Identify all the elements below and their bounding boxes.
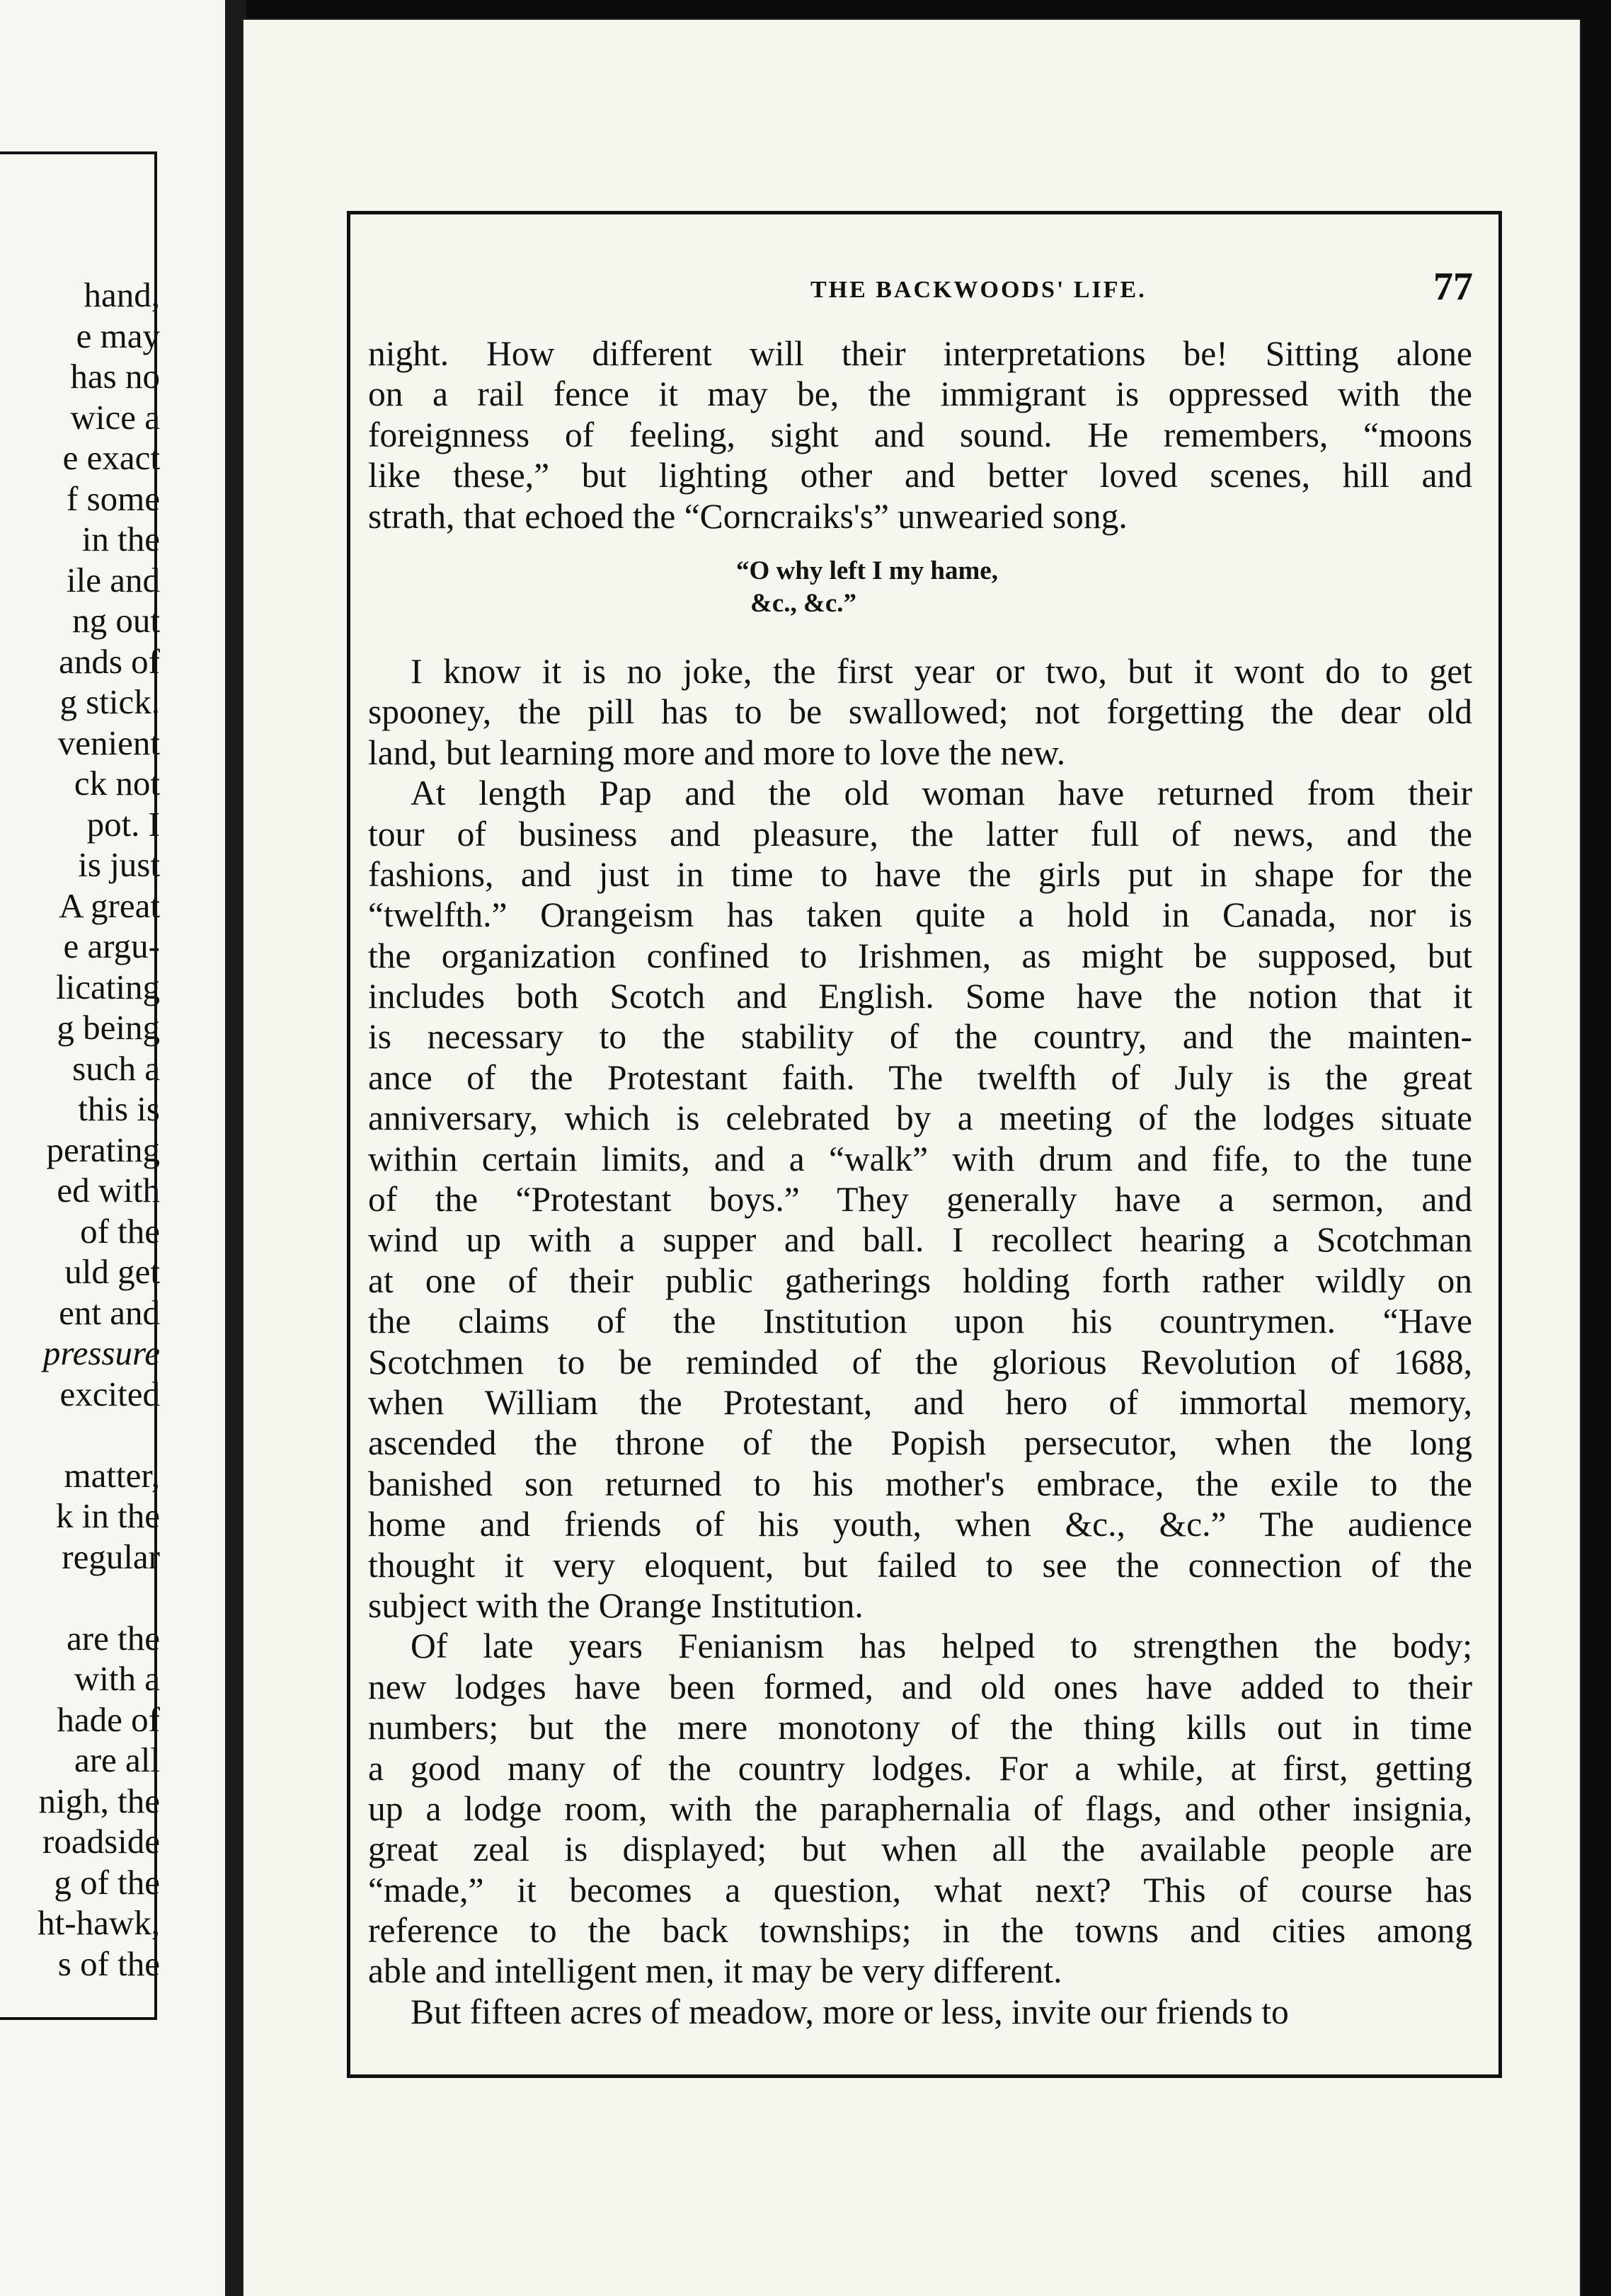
text-line: Scotchmen to be reminded of the glorious Revolution of 1688,	[368, 1342, 1472, 1382]
text-line: able and intelligent men, it may be very different.	[368, 1951, 1062, 1991]
text-line: up a lodge room, with the paraphernalia of flags, and other insignia,	[368, 1789, 1472, 1828]
page-number: 77	[1433, 265, 1473, 309]
previous-page-line: e may	[76, 316, 160, 355]
previous-page-line: roadside	[42, 1822, 160, 1861]
previous-page-line: g stick.	[59, 682, 160, 721]
text-line: home and friends of his youth, when &c., &c.” The audience	[368, 1505, 1472, 1544]
previous-page-line: g being	[57, 1008, 160, 1047]
page-frame	[347, 211, 1502, 2078]
previous-page-line: pot. I	[86, 804, 160, 844]
previous-page-line: ed with	[57, 1171, 160, 1210]
previous-page-line: excited	[59, 1374, 160, 1413]
previous-page-line: with a	[74, 1659, 160, 1698]
page-header	[457, 265, 1483, 319]
previous-page-line: perating	[46, 1130, 160, 1169]
previous-page-line: licating	[56, 967, 160, 1006]
text-line: within certain limits, and a “walk” with drum and fife, to the tune	[368, 1139, 1472, 1178]
text-line: At length Pap and the old woman have returned from their	[411, 774, 1472, 813]
previous-page-fragment	[0, 0, 225, 2296]
text-line: of the “Protestant boys.” They generally have a sermon, and	[368, 1180, 1472, 1219]
text-line: numbers; but the mere monotony of the thing kills out in time	[368, 1708, 1472, 1747]
text-line: when William the Protestant, and hero of immortal memory,	[368, 1382, 1472, 1422]
quote-line: “O why left I my hame,	[736, 556, 998, 585]
text-line: the claims of the Institution upon his countrymen. “Have	[368, 1302, 1472, 1341]
text-line: “twelfth.” Orangeism has taken quite a hold in Canada, nor is	[368, 895, 1472, 935]
previous-page-line: pressure	[42, 1333, 160, 1372]
text-line: fashions, and just in time to have the girls put in shape for the	[368, 854, 1472, 894]
previous-page-line: uld get	[64, 1252, 160, 1291]
text-line: the organization confined to Irishmen, as might be supposed, but	[368, 936, 1472, 975]
previous-page-line	[0, 1577, 160, 1618]
previous-page-line: wice a	[70, 397, 160, 437]
paragraph-para4	[368, 1626, 1472, 1992]
text-line: tour of business and pleasure, the latter full of news, and the	[368, 814, 1472, 854]
text-line: at one of their public gatherings holding forth rather wildly on	[368, 1261, 1472, 1300]
previous-page-line: f some	[67, 478, 160, 518]
text-line: strath, that echoed the “Corncraiks's” unwearied song.	[368, 496, 1128, 536]
previous-page-line: in the	[81, 520, 160, 558]
previous-page-line: ck not	[74, 764, 160, 803]
quote-line: &c., &c.”	[750, 588, 856, 618]
text-line: includes both Scotch and English. Some have the notion that it	[368, 977, 1472, 1016]
previous-page-line: ands of	[59, 641, 160, 681]
previous-page-line: ng out	[72, 601, 160, 640]
previous-page-line: hade of	[57, 1699, 160, 1739]
previous-page-line: such a	[72, 1048, 160, 1088]
previous-page-line: ent and	[59, 1292, 160, 1332]
text-line: is necessary to the stability of the country, and the mainten-	[368, 1017, 1472, 1057]
book-page	[243, 20, 1580, 2296]
paragraph-para1	[368, 333, 1472, 536]
previous-page-line: ht-hawk,	[38, 1903, 160, 1942]
text-line: spooney, the pill has to be swallowed; not forgetting the dear old	[368, 692, 1472, 732]
text-line: night. How different will their interpretations be! Sitting alone	[368, 334, 1472, 373]
text-line: I know it is no joke, the first year or two, but it wont do to get	[411, 651, 1472, 691]
paragraph-para5	[368, 1992, 1472, 2032]
text-line: great zeal is displayed; but when all the available people are	[368, 1830, 1472, 1869]
previous-page-line: nigh, the	[38, 1781, 160, 1820]
previous-page-line: venient	[57, 723, 160, 762]
text-line: subject with the Orange Institution.	[368, 1585, 864, 1625]
previous-page-text	[0, 275, 160, 1984]
previous-page-line: are all	[74, 1740, 160, 1779]
verse-quote	[368, 555, 1472, 620]
previous-page-line: this is	[78, 1089, 160, 1128]
paragraph-para3	[368, 773, 1472, 1626]
running-head: THE BACKWOODS' LIFE.	[810, 277, 1147, 303]
previous-page-line: of the	[80, 1211, 160, 1251]
previous-page-line: is just	[78, 845, 160, 884]
text-line: foreignness of feeling, sight and sound. He remembers, “moons	[368, 415, 1472, 454]
text-line: ance of the Protestant faith. The twelfth of July is the great	[368, 1057, 1472, 1097]
text-line: on a rail fence it may be, the immigrant is oppressed with the	[368, 374, 1472, 414]
previous-page-line: A great	[59, 885, 160, 925]
previous-page-line: e argu-	[63, 926, 160, 965]
text-line: ascended the throne of the Popish persecutor, when the long	[368, 1423, 1472, 1463]
previous-page-line: matter,	[64, 1455, 160, 1495]
text-line: new lodges have been formed, and old ones have added to their	[368, 1667, 1472, 1706]
previous-page-line: e exact	[62, 438, 160, 477]
text-line: “made,” it becomes a question, what next? This of course has	[368, 1870, 1472, 1910]
text-line: Of late years Fenianism has helped to strengthen the body;	[411, 1626, 1472, 1666]
previous-page-line: are the	[67, 1618, 160, 1658]
previous-page-line: regular	[62, 1537, 160, 1576]
previous-page-line: g of the	[54, 1862, 160, 1902]
text-line: thought it very eloquent, but failed to see the connection of the	[368, 1545, 1472, 1585]
previous-page-line: ile and	[67, 560, 160, 599]
text-line: reference to the back townships; in the towns and cities among	[368, 1911, 1472, 1951]
previous-page-line: hand,	[84, 275, 160, 314]
text-line: a good many of the country lodges. For a while, at first, getting	[368, 1748, 1472, 1788]
previous-page-line: s of the	[57, 1944, 160, 1983]
body-text	[368, 333, 1472, 2032]
paragraph-para2	[368, 651, 1472, 773]
text-line: banished son returned to his mother's embrace, the exile to the	[368, 1464, 1472, 1503]
text-line: But fifteen acres of meadow, more or less, invite our friends to	[411, 1992, 1289, 2031]
text-line: wind up with a supper and ball. I recollect hearing a Scotchman	[368, 1220, 1472, 1260]
text-line: like these,” but lighting other and better loved scenes, hill and	[368, 456, 1472, 495]
text-line: anniversary, which is celebrated by a meeting of the lodges situate	[368, 1098, 1472, 1138]
previous-page-line: has no	[70, 357, 160, 396]
text-line: land, but learning more and more to love the new.	[368, 733, 1066, 772]
previous-page-line: k in the	[56, 1496, 160, 1535]
previous-page-line	[0, 1414, 160, 1455]
